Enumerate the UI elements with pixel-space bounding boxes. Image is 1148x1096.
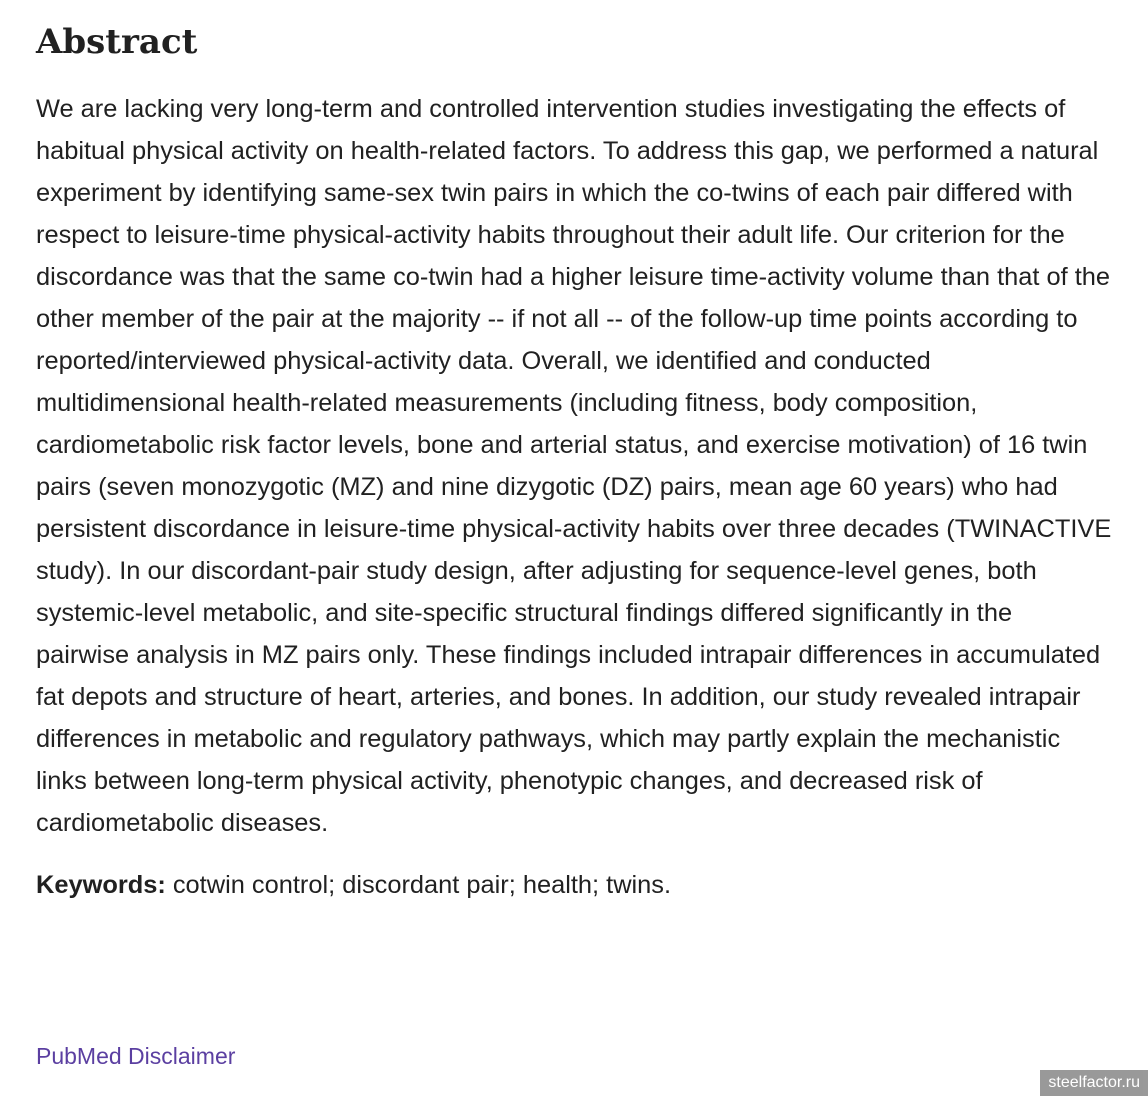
abstract-heading: Abstract [36, 22, 198, 62]
keywords-label: Keywords: [36, 871, 166, 899]
watermark: steelfactor.ru [1040, 1070, 1148, 1096]
abstract-text: We are lacking very long-term and controlled intervention studies investigating the effects of habitual physical activity on health-related factors. To address this gap, we performed a natural experiment by identifying same-sex twin pairs in which the co-twins of each pair differed with respect to leisure-time physical-activity habits throughout their adult life. Our criterion for the discordance was that the same co-twin had a higher leisure time-activity volume than that of the other member of the pair at the majority -- if not all -- of the follow-up time points according to reported/interviewed physical-activity data. Overall, we identified and conducted multidimensional health-related measurements (including fitness, body composition, cardiometabolic risk factor levels, bone and arterial status, and exercise motivation) of 16 twin pairs (seven monozygotic (MZ) and nine dizygotic (DZ) pairs, mean age 60 years) who had persistent discordance in leisure-time physical-activity habits over three decades (TWINACTIVE study). In our discordant-pair study design, after adjusting for sequence-level genes, both systemic-level metabolic, and site-specific structural findings differed significantly in the pairwise analysis in MZ pairs only. These findings included intrapair differences in accumulated fat depots and structure of heart, arteries, and bones. In addition, our study revealed intrapair differences in metabolic and regulatory pathways, which may partly explain the mechanistic links between long-term physical activity, phenotypic changes, and decreased risk of cardiometabolic diseases. [36, 95, 1112, 837]
abstract-section [36, 18, 1112, 906]
pubmed-disclaimer-link[interactable]: PubMed Disclaimer [36, 1043, 236, 1069]
keywords-paragraph [36, 864, 1112, 906]
keywords-list: cotwin control; discordant pair; health; twins. [165, 871, 672, 899]
